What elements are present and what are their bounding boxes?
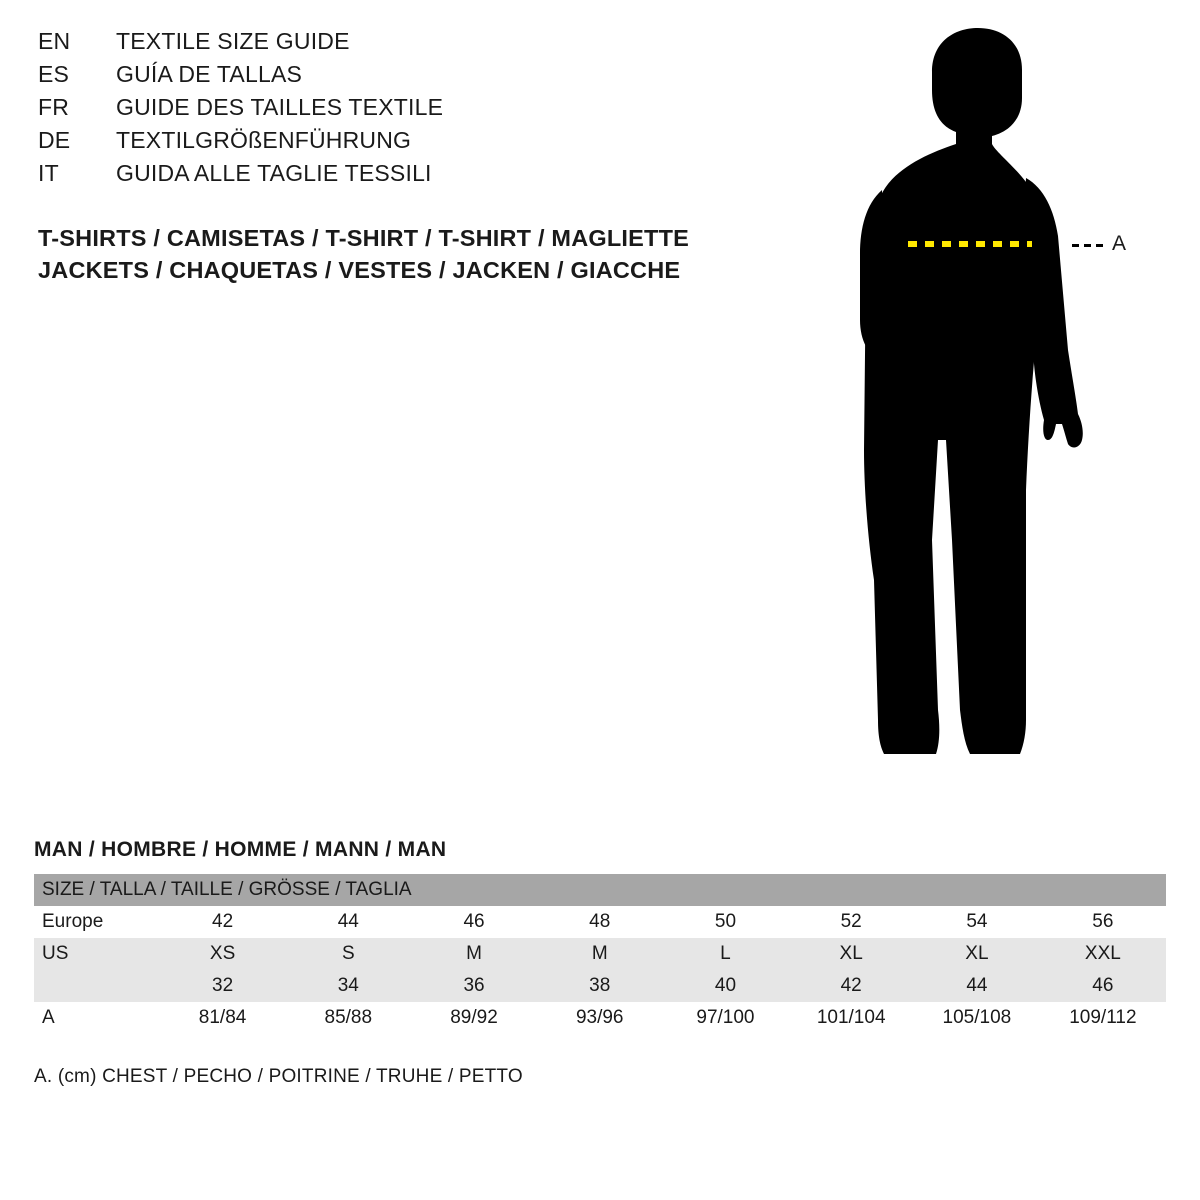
table-header-row [34, 874, 1166, 906]
row-value: M [411, 938, 537, 970]
row-value: XXL [1040, 938, 1166, 970]
language-row [38, 127, 738, 160]
silhouette-icon [820, 20, 1180, 790]
row-value: XL [914, 938, 1040, 970]
row-value: 48 [537, 906, 663, 938]
language-row [38, 61, 738, 94]
row-value: 42 [788, 970, 914, 1002]
row-value: 56 [1040, 906, 1166, 938]
language-code: ES [38, 61, 70, 87]
row-value: 34 [285, 970, 411, 1002]
table-row [34, 938, 1166, 970]
table-row [34, 906, 1166, 938]
measurement-footnote: A. (cm) CHEST / PECHO / POITRINE / TRUHE / PETTO [34, 1066, 523, 1087]
row-value: 89/92 [411, 1002, 537, 1034]
row-value: M [537, 938, 663, 970]
language-row [38, 28, 738, 61]
measure-label-a: A [1112, 232, 1127, 255]
row-value: 40 [663, 970, 789, 1002]
row-label: Europe [34, 906, 160, 938]
row-value: 46 [411, 906, 537, 938]
row-value: 44 [285, 906, 411, 938]
row-value: XS [160, 938, 286, 970]
row-value: 44 [914, 970, 1040, 1002]
body-silhouette-figure [820, 20, 1180, 790]
row-value: 54 [914, 906, 1040, 938]
language-code: DE [38, 127, 71, 153]
language-header-list [38, 28, 738, 193]
language-code: IT [38, 160, 59, 186]
row-value: 52 [788, 906, 914, 938]
table-group-title: MAN / HOMBRE / HOMME / MANN / MAN [34, 838, 447, 861]
row-value: XL [788, 938, 914, 970]
row-value: 97/100 [663, 1002, 789, 1034]
row-value: 105/108 [914, 1002, 1040, 1034]
language-row [38, 160, 738, 193]
table-header-label: SIZE / TALLA / TAILLE / GRÖSSE / TAGLIA [34, 874, 1166, 906]
measure-leader-line [1072, 244, 1104, 247]
garment-category-list [38, 222, 798, 286]
language-title: TEXTILE SIZE GUIDE [116, 28, 350, 54]
row-value: 36 [411, 970, 537, 1002]
category-jackets: JACKETS / CHAQUETAS / VESTES / JACKEN / GIACCHE [38, 257, 681, 283]
size-table [34, 874, 1166, 1034]
row-value: 50 [663, 906, 789, 938]
row-value: 46 [1040, 970, 1166, 1002]
row-value: S [285, 938, 411, 970]
language-title: GUÍA DE TALLAS [116, 61, 303, 87]
row-value: 81/84 [160, 1002, 286, 1034]
language-title: TEXTILGRÖßENFÜHRUNG [116, 127, 412, 153]
row-label: US [34, 938, 160, 970]
row-value: L [663, 938, 789, 970]
row-label: A [34, 1002, 160, 1034]
row-label [34, 970, 160, 1002]
row-value: 38 [537, 970, 663, 1002]
language-title: GUIDA ALLE TAGLIE TESSILI [116, 160, 432, 186]
category-tshirts: T-SHIRTS / CAMISETAS / T-SHIRT / T-SHIRT / MAGLIETTE [38, 225, 689, 251]
table-row [34, 970, 1166, 1002]
language-code: FR [38, 94, 70, 120]
size-table-section [34, 838, 1166, 1088]
table-row [34, 1002, 1166, 1034]
row-value: 42 [160, 906, 286, 938]
language-title: GUIDE DES TAILLES TEXTILE [116, 94, 444, 120]
row-value: 109/112 [1040, 1002, 1166, 1034]
row-value: 32 [160, 970, 286, 1002]
language-row [38, 94, 738, 127]
row-value: 101/104 [788, 1002, 914, 1034]
row-value: 85/88 [285, 1002, 411, 1034]
language-code: EN [38, 28, 71, 54]
row-value: 93/96 [537, 1002, 663, 1034]
